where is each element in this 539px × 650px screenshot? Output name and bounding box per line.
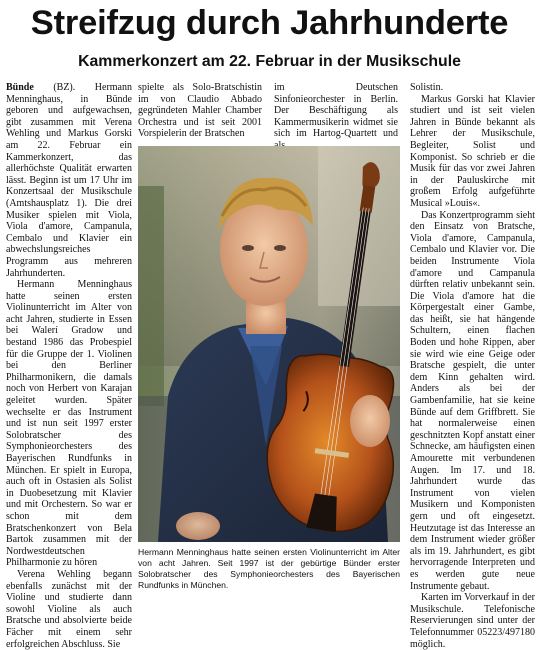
column-2-right-text: im Deutschen Sinfonieorchester in Berlin. Der Beschäftigung als Kammermusikerin widmet sie sich im Hartog-Quartett und	[274, 82, 398, 140]
column-2-left-text: spielte als Solo-Bratschistin im von Claudio Abbado gegründeten Mahler Chamber Orchestra und ist seit 2001 Vorspielerin der Bratschen	[138, 82, 262, 140]
photo-caption: Hermann Menninghaus hatte seinen ersten Violinunterricht im Alter von acht Jahren. Seit 1997 ist der gebürtige Bünder erster Solobratscher des Symphonieorchesters des Bayerischen Rundfunks in München.	[138, 547, 400, 590]
subheadline: Kammerkonzert am 22. Februar in der Musikschule	[78, 53, 461, 70]
article-column-3	[410, 82, 535, 650]
paragraph-menninghaus: Hermann Menninghaus hatte seinen ersten Violinunterricht im Alter von acht Jahren, studierte in Essen bei Walerí Gradow und bestand 1986 das Probespiel für die Gruppe der 1. Violinen bei den Berliner Philharmonikern, die damals noch von Herbert von Karajan geleitet wurden. Später wechselte er das Instrument und ist nun seit 1997 erster Solobratscher des Symphonieorchesters des Bayerischen Rundfunks in München. Er spielt in Europa, auch oft in Ostasien als Solist in Duobesetzung mit Klavier und mit Orchestern. So war er schon mit dem Bratschenkonzert von Bela Bartok zusammen mit der Nordwestdeutschen Philharmonie zu hören	[6, 279, 132, 569]
article-column-1	[6, 82, 132, 650]
musician-photo	[138, 146, 400, 542]
musician-with-viola-photo	[138, 146, 400, 542]
paragraph-intro-text: (BZ). Hermann Menninghaus, in Bünde geboren und aufgewachsen, gibt zusammen mit Verena Wehling und Markus Gorski am 22. Februar ein Kammerkonzert, das allerhöchste Qualität erwarten lässt. Beginn ist um 17 Uhr im Konzertsaal der Musikschule (Amtshausplatz 1). Die drei Musiker spielen mit Viola, Viola d'amore, Campanula, Cembalo und Klavier ein abwechslungsreiches Programm aus mehreren Jahrhunderten.	[6, 82, 132, 279]
paragraph-soloist-end: Solistin.	[410, 82, 444, 93]
paragraph-gorski: Markus Gorski hat Klavier studiert und ist seit vielen Jahren in Bünde bekannt als Lehrer der Musikschule, Begleiter, Solist und Komponist. So schrieb er die Musik für das vor zwei Jahren in der Pauluskirche mit großem Erfolg aufgeführte Musical »Louis«.	[410, 93, 535, 209]
dateline: Bünde	[6, 82, 34, 93]
paragraph-wehling: Verena Wehling begann ebenfalls zunächst mit der Violine und studierte dann sowohl Violine als auch Bratsche und absolvierte beide Fächer mit einem sehr erfolgreichen Abschluss. Sie	[6, 568, 132, 650]
paragraph-tickets: Karten im Vorverkauf in der Musikschule. Telefonische Reservierungen sind unter der Telefonnummer 05223/497180 möglich.	[410, 592, 535, 650]
article-column-2	[138, 82, 398, 152]
paragraph-intro	[6, 82, 132, 279]
paragraph-program: Das Konzertprogramm sieht den Einsatz von Bratsche, Viola d'amore, Campanula, Cembalo und Klavier vor. Die beiden Instrumente Viola d'amore und Campanula dürften relativ unbekannt sein. Die Viola d'amore hat die Körpergestalt einer Gambe, das heißt, sie hat hängende Schultern, einen flachen Boden und hohe Rippen, aber sie wird wie eine Geige oder Bratsche gespielt, die unter dem Kinn gehalten wird. Anders als bei der Gambenfamilie, hat sie keine Bünde auf dem Griffbrett. Sie hat normalerweise einen geschnitzten Kopf anstatt einer Schnecke, am häufigsten einen Amourette mit verbundenen Augen. Im 17. und 18. Jahrhundert wurde das Instrument von vielen Musikern und Komponisten gern und oft eingesetzt. Heutzutage ist das Interesse an dem Instrument wieder größer als im 19. Jahrhundert, es gibt hervorragende Interpreten und es werden gute neue Instrumente gebaut.	[410, 209, 535, 592]
headline: Streifzug durch Jahrhunderte	[30, 4, 509, 42]
